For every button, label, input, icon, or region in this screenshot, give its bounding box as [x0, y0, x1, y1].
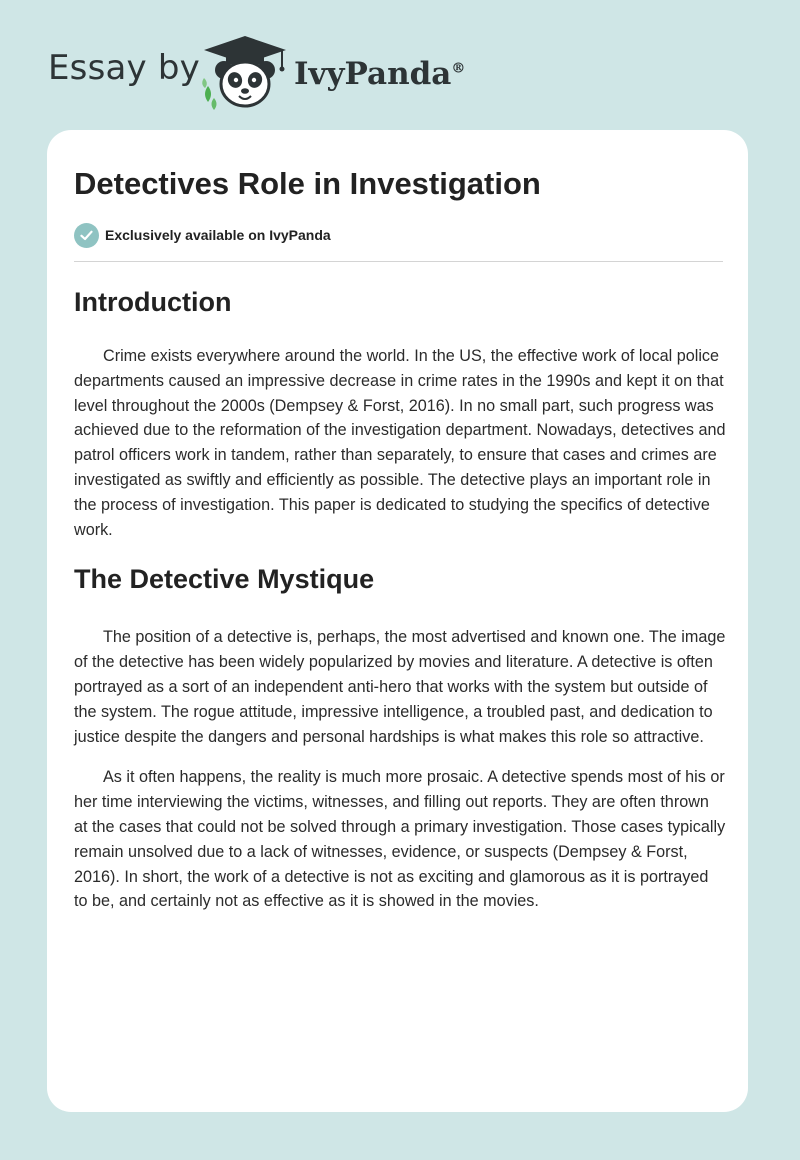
essay-body — [74, 280, 726, 914]
essay-card — [47, 130, 748, 1112]
paragraph: The position of a detective is, perhaps, the most advertised and known one. The image of the detective has been widely popularized by movies and literature. A detective is often portrayed as a sort of an independent anti-hero that works with the system but outside of the system. The rogue attitude, impressive intelligence, a troubled past, and dedication to justice despite the dangers and personal hardships is what makes this role so attractive. — [74, 628, 726, 746]
brand-name: IvyPanda® — [294, 56, 466, 92]
checkmark-icon — [74, 223, 99, 248]
exclusive-badge — [74, 222, 331, 248]
section-heading-introduction: Introduction — [74, 287, 232, 317]
title-divider — [74, 261, 723, 262]
paragraph: Crime exists everywhere around the world. In the US, the effective work of local police departments caused an impressive decrease in crime rates in the 1990s and kept it on that level throughout the 2000s (Dempsey & Forst, 2016). In no small part, such progress was achieved due to the reformation of the investigation department. Nowadays, detectives and patrol officers work in tandem, rather than separately, to ensure that cases and crimes are investigated as swiftly and efficiently as possible. The detective plays an important role in the process of investigation. This paper is dedicated to studying the specifics of detective work. — [74, 347, 726, 539]
section-heading-detective-mystique: The Detective Mystique — [74, 564, 375, 595]
exclusive-label: Exclusively available on IvyPanda — [105, 227, 331, 243]
paragraph: As it often happens, the reality is much more prosaic. A detective spends most of his or her time interviewing the victims, witnesses, and filling out reports. They are often thrown at the cases that could not be solved through a primary investigation. Those cases typically remain unsolved due to a lack of witnesses, evidence, or suspects (Dempsey & Forst, 2016). In short, the work of a detective is not as exciting and glamorous as it is portrayed to be, and certainly not as effective as it is showed in the movies. — [74, 768, 726, 911]
essay-title: Detectives Role in Investigation — [74, 166, 541, 201]
registered-mark: ® — [451, 60, 466, 77]
panda-graduate-logo-icon — [200, 34, 290, 110]
brand-header[interactable] — [48, 34, 508, 114]
brand-prefix: Essay by — [48, 48, 200, 88]
